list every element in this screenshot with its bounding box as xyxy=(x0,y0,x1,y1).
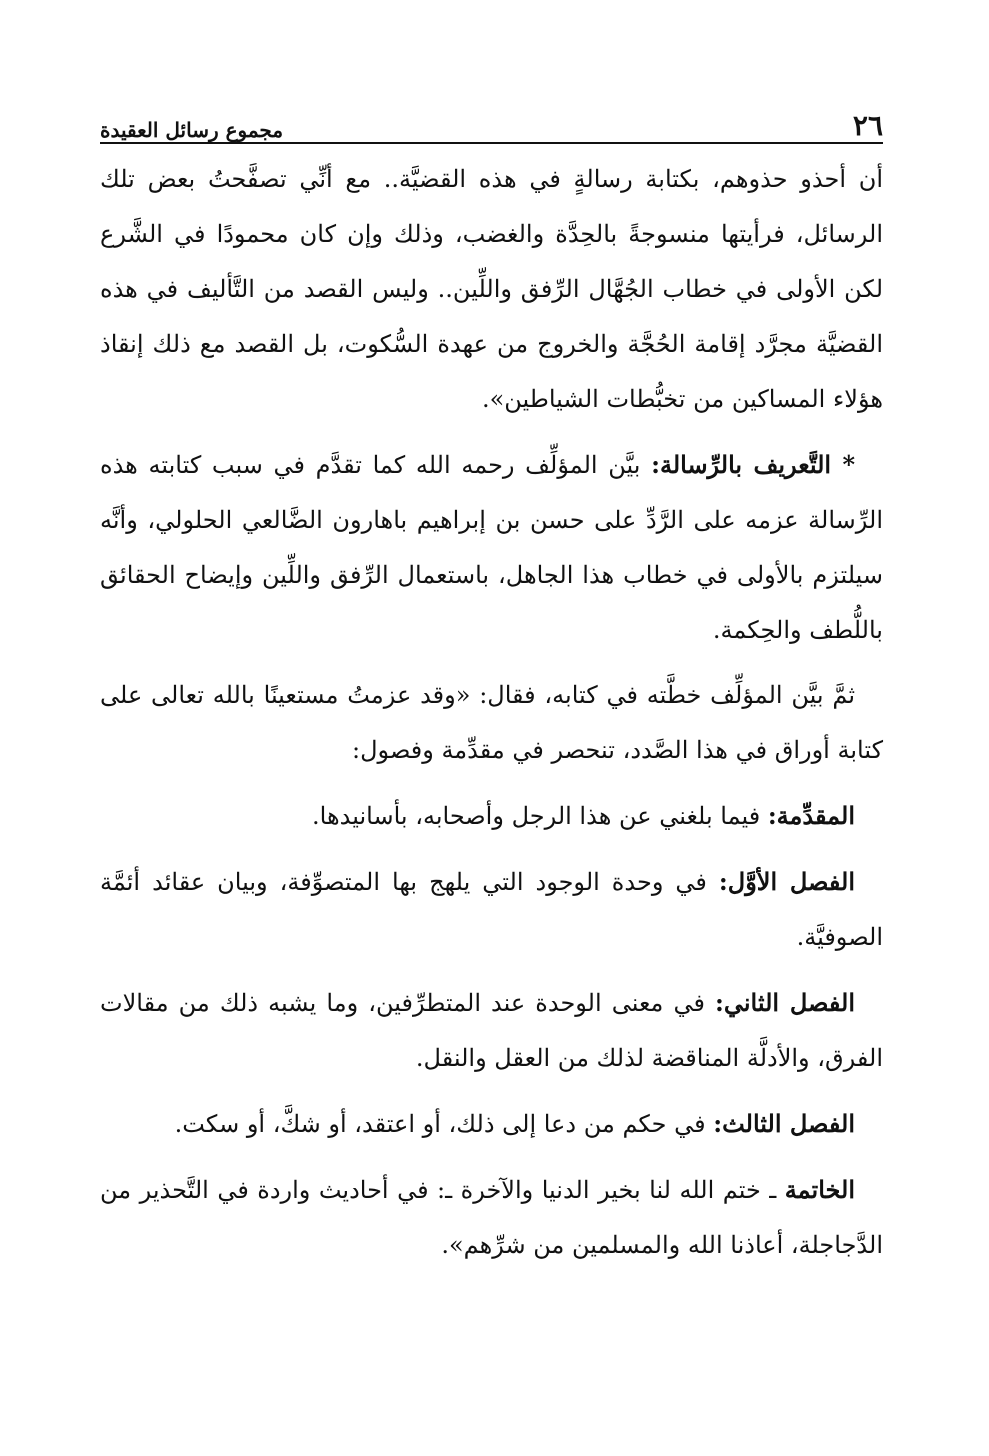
paragraph-heading: الفصل الأوَّل: xyxy=(718,867,855,896)
paragraph-text: أن أحذو حذوهم، بكتابة رسالةٍ في هذه القضيَّة.. مع أنِّي تصفَّحتُ بعض تلك الرسائل، فرأيتها منسوجةً بالحِدَّة والغضب، وذلك وإن كان محمودًا في الشَّرع لكن الأولى في خطاب الجُهَّال الرِّفق واللِّين.. وليس القصد من التَّأليف في هذه القضيَّة مجرَّد إقامة الحُجَّة والخروج من عهدة السُّكوت، بل القصد مع ذلك إنقاذ هؤلاء المساكين من تخبُّطات الشياطين». xyxy=(100,165,883,413)
paragraph-heading: * التَّعريف بالرِّسالة: xyxy=(651,450,855,479)
paragraph-heading: الفصل الثالث: xyxy=(713,1109,855,1138)
page-header xyxy=(100,100,883,144)
paragraph-chapter-3 xyxy=(100,1096,883,1152)
paragraph-conclusion xyxy=(100,1162,883,1273)
paragraph-heading: الفصل الثاني: xyxy=(715,988,855,1017)
paragraph-intro-continuation xyxy=(100,152,883,427)
paragraph-text: في معنى الوحدة عند المتطرِّفين، وما يشبه ذلك من مقالات الفرق، والأدلَّة المناقضة لذلك من العقل والنقل. xyxy=(100,989,883,1072)
running-title: مجموع رسائل العقيدة xyxy=(100,118,284,142)
paragraph-text: ثمَّ بيَّن المؤلِّف خطَّته في كتابه، فقال: «وقد عزمتُ مستعينًا بالله تعالى على كتابة أوراق في هذا الصَّدد، تنحصر في مقدِّمة وفصول: xyxy=(100,681,883,764)
book-page xyxy=(100,100,883,1430)
paragraph-introduction xyxy=(100,788,883,844)
paragraph-text: في حكم من دعا إلى ذلك، أو اعتقد، أو شكَّ، أو سكت. xyxy=(174,1110,714,1138)
paragraph-heading: المقدِّمة: xyxy=(767,801,855,830)
paragraph-text: ـ ختم الله لنا بخير الدنيا والآخرة ـ: في أحاديث واردة في التَّحذير من الدَّجاجلة، أعاذنا الله والمسلمين من شرِّهم». xyxy=(100,1176,883,1259)
paragraph-plan xyxy=(100,668,883,778)
page-number: ٢٦ xyxy=(852,109,883,142)
paragraph-chapter-1 xyxy=(100,854,883,965)
paragraph-text: فيما بلغني عن هذا الرجل وأصحابه، بأسانيدها. xyxy=(312,802,768,830)
paragraph-text: بيَّن المؤلِّف رحمه الله كما تقدَّم في سبب كتابته هذه الرِّسالة عزمه على الرَّدِّ على حسن بن إبراهيم باهارون الضَّالعي الحلولي، وأنَّه سيلتزم بالأولى في خطاب هذا الجاهل، باستعمال الرِّفق واللِّين وإيضاح الحقائق باللُّطف والحِكمة. xyxy=(100,451,883,644)
paragraph-text: في وحدة الوجود التي يلهج بها المتصوِّفة، وبيان عقائد أئمَّة الصوفيَّة. xyxy=(100,868,883,951)
paragraph-heading: الخاتمة xyxy=(784,1175,855,1204)
paragraph-about-treatise xyxy=(100,437,883,658)
paragraph-chapter-2 xyxy=(100,975,883,1086)
body-text xyxy=(100,152,883,1273)
